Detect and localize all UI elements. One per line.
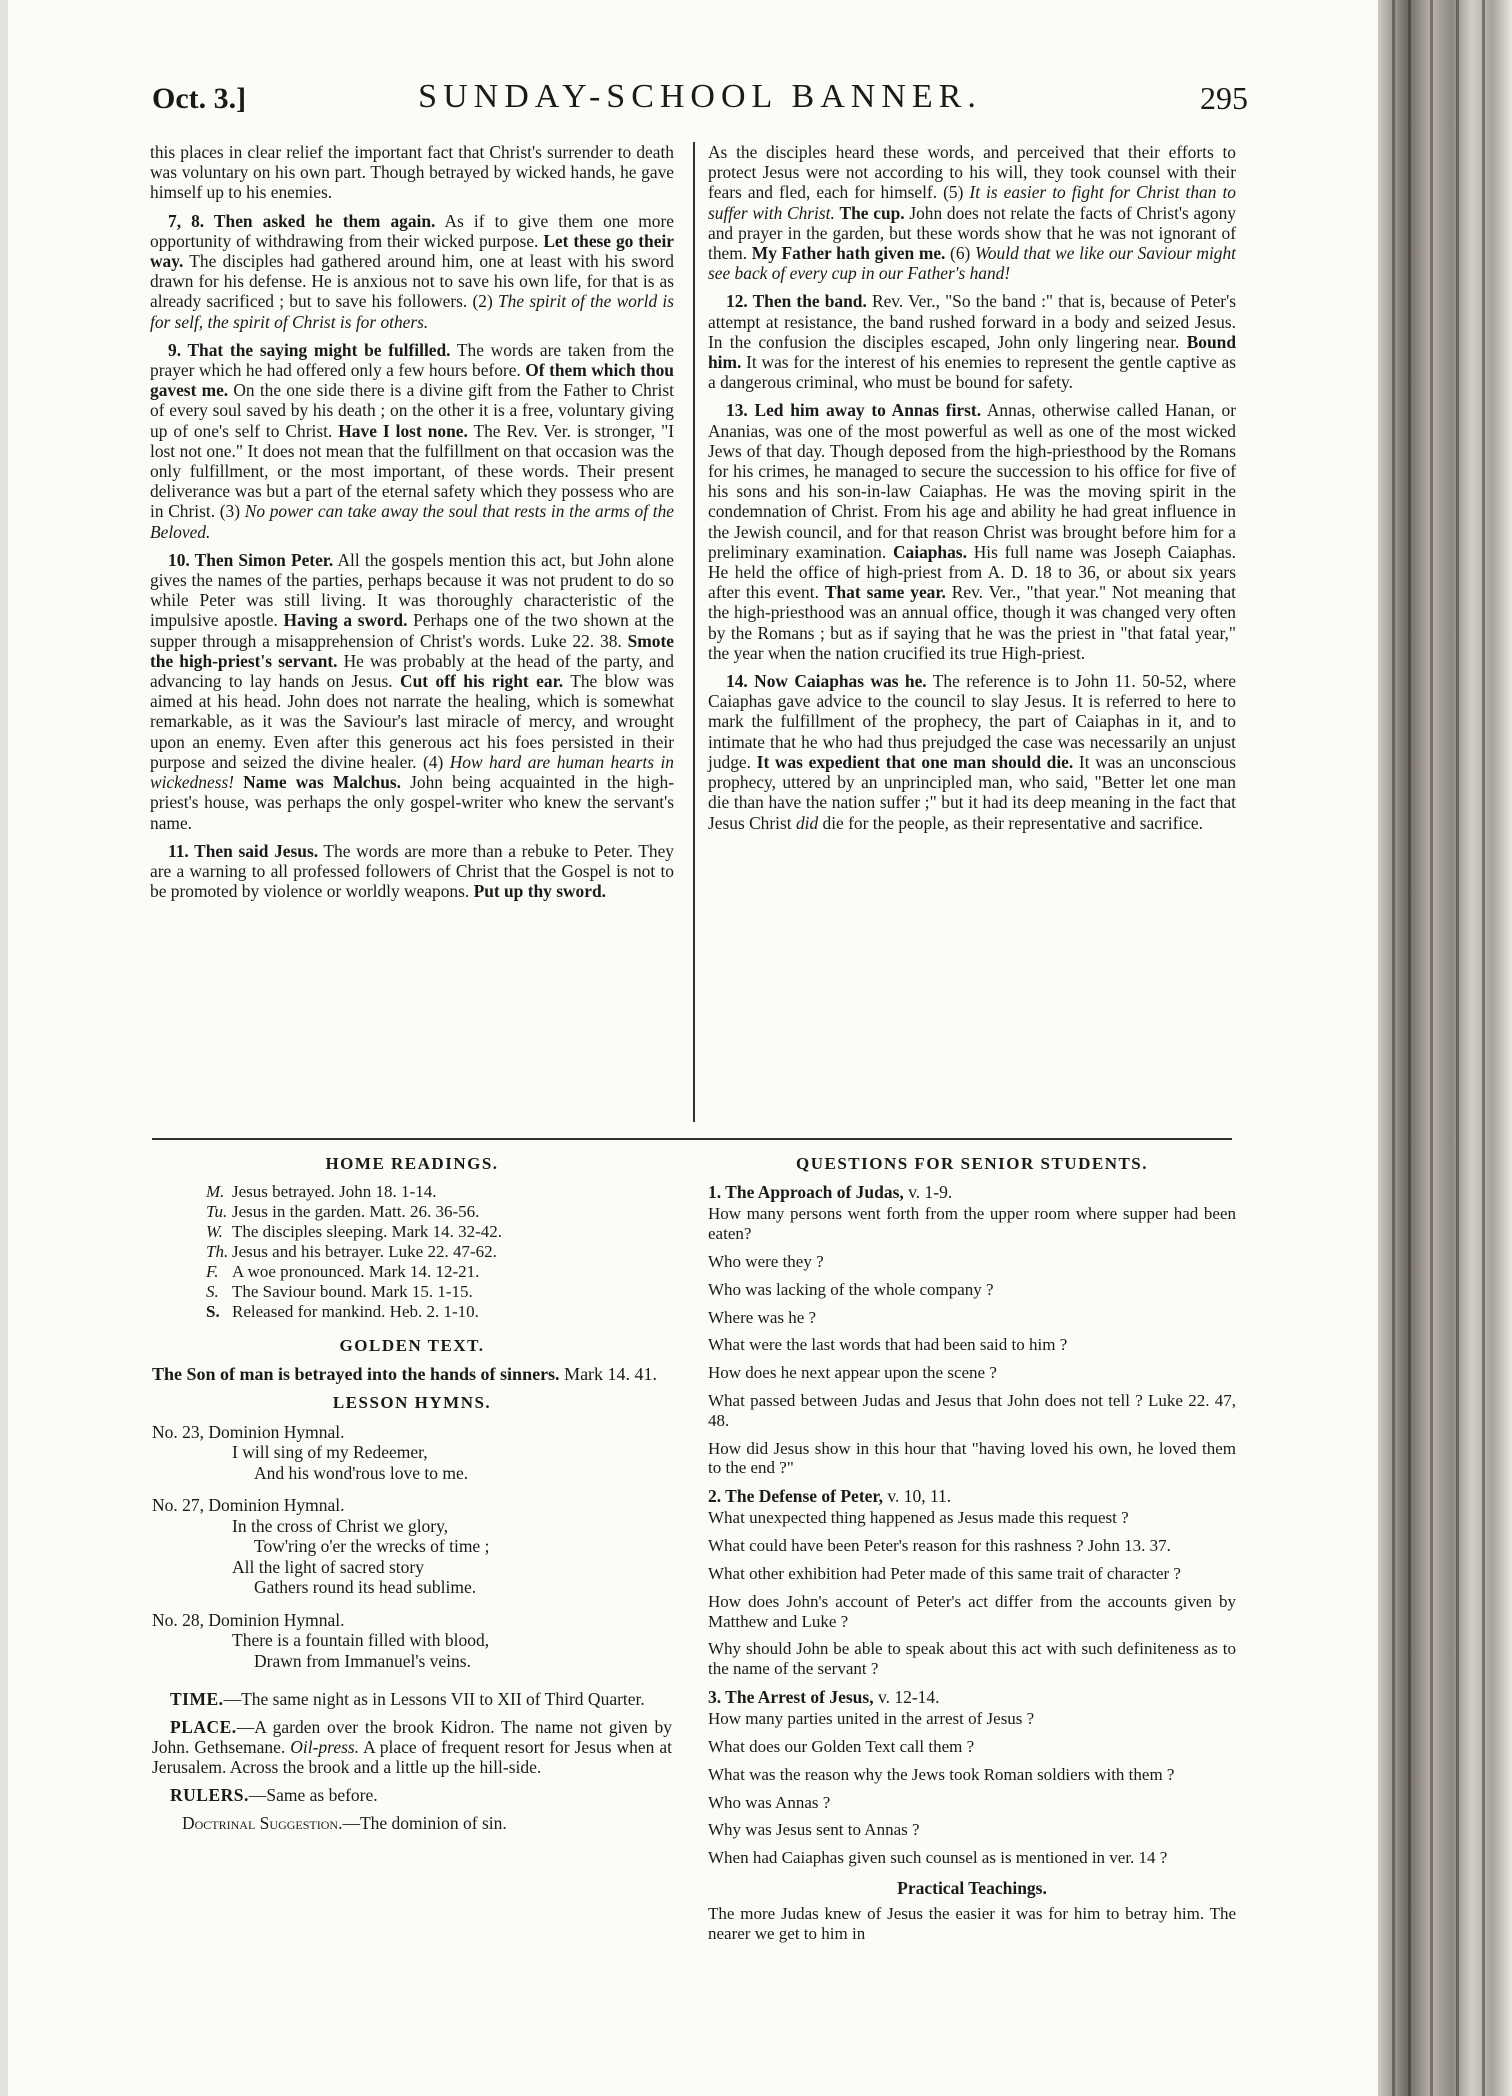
reading-item: W. The disciples sleeping. Mark 14. 32-42. [206,1222,503,1242]
reading-item: S. Released for mankind. Heb. 2. 1-10. [206,1302,479,1322]
commentary-verse-13 [708,400,1236,663]
golden-text: The Son of man is betrayed into the hands of sinners. Mark 14. 41. [152,1364,658,1385]
doctrinal-suggestion: Doctrinal Suggestion.—The dominion of sin. [182,1813,507,1834]
right-column [708,142,1236,841]
lemma-heading: 12. Then the band. [726,291,867,312]
text-run: (6) [945,243,975,264]
text-run: All the gospels mention this act, but John alone gives the names of the parties, perhaps because it was not prudent to do so while Peter was still living. It was thoroughly characteristic of the impulsive apostle. [150,549,674,631]
place-field: PLACE.—A garden over the brook Kidron. The name not given by John. Gethsemane. Oil-press. A place of frequent resort for Jesus when at Jerusalem. Across the brook and a little up the hill-side. [152,1717,672,1778]
question-item: How does John's account of Peter's act differ from the accounts given by Matthew and Luke ? [708,1591,1236,1631]
italic-note: No power can take away the soul that rests in the arms of the Beloved. [150,501,674,542]
home-readings-list [206,1182,672,1322]
lemma-heading: 7, 8. Then asked he them again. [168,210,436,231]
text-run [234,772,243,792]
lemma-heading: Have I lost none. [338,420,468,441]
text-run: Rev. Ver., "that year." Not meaning that the high-priesthood was an annual office, though it was changed very often by the Romans ; but as if saying that he was the priest in "that fatal year," the year when the nation crucified its true High-priest. [708,582,1237,663]
question-item: How did Jesus show in this hour that "having loved his own, he loved them to the end ?" [708,1438,1236,1478]
time-field: TIME.—The same night as in Lessons VII to XII of Third Quarter. [170,1689,645,1710]
text-run: It was for the interest of his enemies to represent the gentle captive as a dangerous criminal, who must be bound for safety. [708,352,1236,393]
header-date: Oct. 3.] [152,82,247,115]
lemma-heading: Caiaphas. [892,541,967,562]
hymn-23: No. 23, Dominion Hymnal. I will sing of my Redeemer, And his wond'rous love to me. [152,1421,469,1483]
text-run: The blow was aimed at his head. John does not narrate the healing, which is somewhat remarkable, as it was the Saviour's last miracle of mercy, and wrought upon an enemy. Even after this generous act his foes persisted in their purpose and seized the divine healer. (4) [150,671,674,772]
question-item: Who was Annas ? [708,1792,831,1812]
commentary-verse-10 [150,550,674,833]
text-run: The reference is to John 11. 50-52, where Caiaphas gave advice to the council to slay Jesus. It is referred to here to mark the fulfillment of the prophecy, the part of Caiaphas in it, and to intimate that he who had thus prejudged the case was necessarily an unjust judge. [708,671,1236,772]
page-number: 295 [1200,80,1248,116]
questions-title: QUESTIONS FOR SENIOR STUDENTS. [795,1154,1149,1173]
text-run: The words are taken from the prayer which he had offered only a few hours before. [150,339,674,381]
text-run: It was an unconscious prophecy, uttered by an unprincipled man, who said, "Better let one man die than have the nation suffer ;" but it had its deep meaning in the fact that Jesus Christ [708,751,1236,833]
question-item: What passed between Judas and Jesus that John does not tell ? Luke 22. 47, 48. [708,1390,1236,1430]
italic-note: The spirit of the world is for self, the spirit of Christ is for others. [150,291,674,332]
reading-item: F. A woe pronounced. Mark 14. 12-21. [206,1262,480,1282]
running-header [152,78,1248,118]
text-run: Rev. Ver., "So the band :" that is, because of Peter's attempt at resistance, the band rushed forward in a body and seized Jesus. In the confusion the disciples escaped, John only lingering near. [708,291,1236,352]
question-item: Who were they ? [708,1252,824,1271]
reading-item: M. Jesus betrayed. John 18. 1-14. [206,1182,437,1202]
text-run: As the disciples heard these words, and perceived that their efforts to protect Jesus were not according to his will, they took counsel with their fears and fled, each for himself. (5) [708,142,1236,203]
reading-item: S. The Saviour bound. Mark 15. 1-15. [206,1282,473,1302]
reading-item: Th. Jesus and his betrayer. Luke 22. 47-62. [206,1242,497,1262]
lemma-heading: Cut off his right ear. [400,671,564,692]
question-item: What unexpected thing happened as Jesus made this request ? [708,1508,1129,1528]
question-section-heading: 1. The Approach of Judas, v. 1-9. [708,1182,953,1203]
reading-item: Tu. Jesus in the garden. Matt. 26. 36-56. [206,1202,480,1222]
practical-teachings-text: The more Judas knew of Jesus the easier it was for him to betray him. The nearer we get to him in [708,1904,1236,1943]
commentary-verse-14 [708,671,1236,833]
lemma-heading: 14. Now Caiaphas was he. [726,671,927,692]
page-left-margin [0,0,8,2096]
question-item: When had Caiaphas given such counsel as is mentioned in ver. 14 ? [708,1848,1168,1868]
question-item: How does he next appear upon the scene ? [708,1363,997,1383]
question-item: How many parties united in the arrest of Jesus ? [708,1709,1035,1729]
text-run: John being acquainted in the high-priest's house, was perhaps the only gospel-writer who knew the servant's name. [150,772,674,833]
questions-list [708,1182,1236,1868]
italic-note: Would that we like our Saviour might see back of every cup in our Father's hand! [708,243,1237,284]
lemma-heading: It was expedient that one man should die. [756,751,1074,772]
section-divider [152,1138,1232,1140]
header-title: SUNDAY-SCHOOL BANNER. [418,78,982,115]
commentary-verse-11-cont [708,142,1236,283]
lemma-heading: That same year. [824,582,946,603]
question-item: Where was he ? [708,1307,817,1327]
lemma-heading: 11. Then said Jesus. [168,840,319,861]
lemma-heading: Put up thy sword. [473,881,606,902]
question-section-heading: 2. The Defense of Peter, v. 10, 11. [708,1486,952,1507]
rulers-field: RULERS.—Same as before. [170,1785,378,1806]
lemma-heading: Of them which thou gavest me. [150,360,674,401]
lemma-heading: Bound him. [708,331,1236,373]
lemma-heading: Name was Malchus. [243,772,401,793]
golden-text-title: GOLDEN TEXT. [339,1336,485,1356]
text-run: The words are more than a rebuke to Peter. They are a warning to all professed followers of Christ that the Gospel is not to be promoted by violence or worldly weapons. [150,840,674,902]
hymn-28: No. 28, Dominion Hymnal. There is a fountain filled with blood, Drawn from Immanuel's veins. [152,1609,490,1671]
text-run: He was probably at the head of the party, and advancing to lay hands on Jesus. [150,650,674,692]
column-divider [693,142,695,1122]
text-run: The Rev. Ver. is stronger, "I lost not one." It does not mean that the fulfillment on that occasion was the only fulfillment, or the most important, of these words. Their present deliverance was but a part of the eternal safety which they possess who are in Christ. (3) [150,420,675,522]
question-item: Who was lacking of the whole company ? [708,1279,994,1299]
text-run: The disciples had gathered around him, one at least with his sword drawn for his defense. He is anxious not to save his own life, for that is as already sacrificed ; but to save his followers. (2) [150,251,674,312]
lemma-heading: Smote the high-priest's servant. [150,630,674,671]
text-run: As if to give them one more opportunity of withdrawing from their wicked purpose. [150,210,674,251]
lower-left-column [152,1150,672,1841]
question-item: What was the reason why the Jews took Roman soldiers with them ? [708,1764,1175,1784]
question-item: What could have been Peter's reason for this rashness ? John 13. 37. [708,1536,1171,1556]
question-item: What does our Golden Text call them ? [708,1736,975,1756]
question-item: Why was Jesus sent to Annas ? [708,1820,920,1840]
italic-note: It is easier to fight for Christ than to suffer with Christ. [708,182,1236,223]
commentary-verse-9 [150,340,674,542]
lemma-heading: My Father hath given me. [751,243,946,264]
text-run: die for the people, as their representative and sacrifice. [818,812,1203,833]
book-page-edge [1378,0,1512,2096]
question-item: Why should John be able to speak about this act with such definiteness as to the name of the servant ? [708,1639,1236,1679]
lemma-heading: 9. That the saying might be fulfilled. [168,339,451,360]
lower-right-column [708,1150,1236,1952]
commentary-verse-7-8 [150,211,674,332]
lemma-heading: 13. Led him away to Annas first. [726,400,982,421]
question-item: What other exhibition had Peter made of this same trait of character ? [708,1563,1181,1583]
text-run: John does not relate the facts of Christ's agony and prayer in the garden, but these words show that he was not ignorant of them. [708,202,1237,264]
question-item: What were the last words that had been said to him ? [708,1335,1068,1355]
text-run: His full name was Joseph Caiaphas. He held the office of high-priest from A. D. 18 to 36, or about six years after this event. [708,541,1236,603]
text-run: On the one side there is a divine gift from the Father to Christ of every soul saved by his death ; on the other it is a free, voluntary giving up of one's self to Christ. [150,380,674,441]
italic-note: did [795,812,819,833]
lemma-heading: 10. Then Simon Peter. [168,549,334,570]
commentary-verse-11 [150,841,674,902]
italic-note: How hard are human hearts in wickedness! [150,751,674,793]
text-run: Annas, otherwise called Hanan, or Ananias, was one of the most powerful as well as one of the most wicked Jews of that day. Though deposed from the high-priesthood by the Romans for his crimes, he managed to secure the succession to his office for five of his sons and his son-in-law Caiaphas. He was the moving spirit in the condemnation of Christ. From his age and ability he had great influence in the Jewish council, and for that reason Christ was brought before him for a preliminary examination. [708,400,1236,562]
left-intro-paragraph: this places in clear relief the important fact that Christ's surrender to death was voluntary on his own part. Though betrayed by wicked hands, he gave himself up to his enemies. [150,142,674,203]
home-readings-title: HOME READINGS. [325,1154,499,1173]
practical-teachings-title: Practical Teachings. [897,1877,1047,1898]
lesson-hymns-title: LESSON HYMNS. [332,1393,492,1413]
lemma-heading: The cup. [839,202,905,223]
lemma-heading: Having a sword. [283,610,408,631]
question-section-heading: 3. The Arrest of Jesus, v. 12-14. [708,1686,940,1707]
left-column [150,142,674,909]
lemma-heading: Let these go their way. [150,230,675,272]
question-item: How many persons went forth from the upper room where supper had been eaten? [708,1204,1236,1244]
hymn-27: No. 27, Dominion Hymnal. In the cross of Christ we glory, Tow'ring o'er the wrecks of time ; All the light of sacred story Gathers round its head sublime. [152,1495,490,1598]
text-run: Perhaps one of the two shown at the supper through a misapprehension of Christ's words. Luke 22. 38. [150,610,674,651]
commentary-verse-12 [708,291,1236,392]
